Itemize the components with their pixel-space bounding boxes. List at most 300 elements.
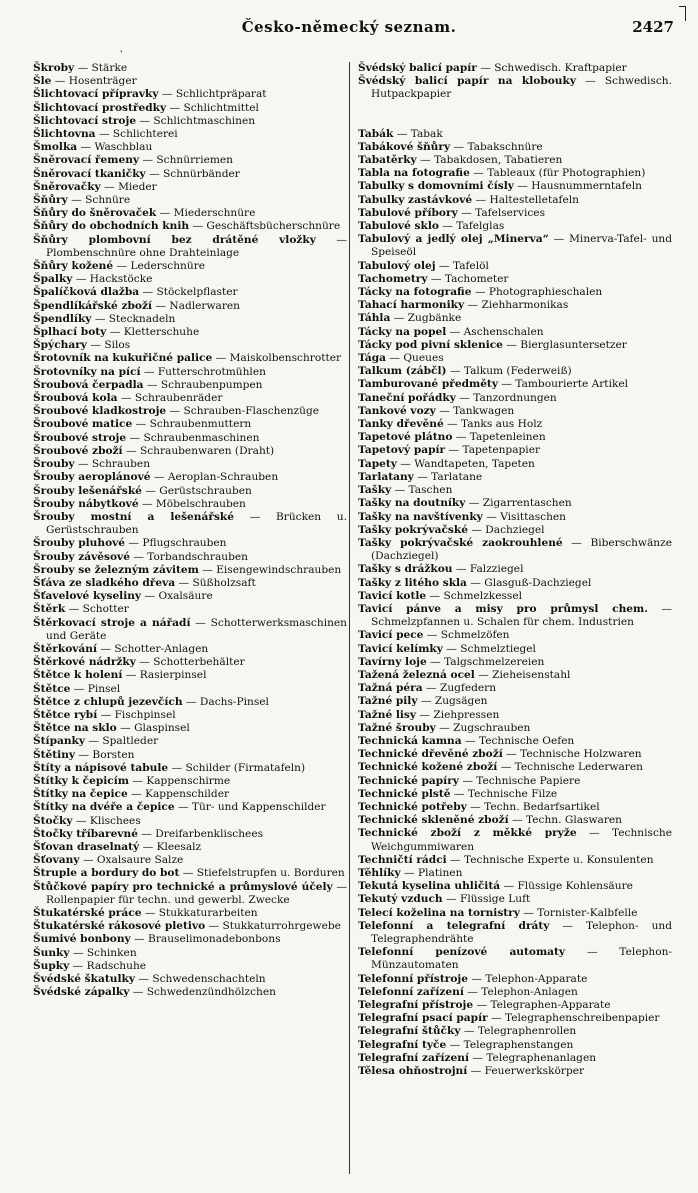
entry-german-term: Tankwagen: [453, 404, 515, 417]
entry-dash: —: [129, 550, 148, 563]
entry-german-term: Brücken u. Gerüstschrauben: [46, 510, 347, 537]
entry-german-term: Tornister-Kalbfelle: [537, 906, 638, 919]
corner-mark: [679, 6, 686, 21]
entry-dash: —: [446, 853, 465, 866]
entry-dash: —: [468, 1051, 487, 1064]
entry-czech-term: Tavicí kotle: [358, 589, 427, 602]
entry-german-term: Schrauben-Flaschenzüge: [183, 405, 319, 418]
entry-german-term: Schlichterei: [112, 128, 178, 141]
index-entry: [358, 405, 672, 418]
entry-czech-term: Škroby: [33, 62, 75, 74]
index-entry: [358, 695, 672, 708]
index-entry: [358, 180, 672, 193]
entry-german-term: Oxalsäure: [158, 590, 213, 603]
index-entry: [33, 551, 347, 564]
index-entry: [358, 128, 672, 141]
entry-czech-term: Tankové vozy: [358, 404, 436, 417]
index-entry: [358, 233, 672, 259]
index-entry: [358, 629, 672, 642]
entry-czech-term: Šrouby: [33, 458, 75, 471]
entry-czech-term: Štočky tříbarevné: [33, 827, 138, 840]
entry-dash: —: [139, 840, 157, 853]
entry-dash: —: [168, 761, 186, 774]
entry-czech-term: Švédské zápalky: [33, 986, 130, 999]
entry-dash: —: [95, 128, 113, 141]
entry-dash: —: [129, 986, 147, 999]
index-entry: [33, 603, 347, 616]
entry-german-term: Spaltleder: [102, 735, 159, 748]
entry-german-term: Maiskolbenschrotter: [229, 352, 342, 365]
index-entry: [33, 920, 347, 933]
entry-czech-term: Šrotovníky na pící: [33, 365, 141, 378]
entry-czech-term: Technické papíry: [358, 774, 459, 787]
entry-german-term: Tambourierte Artikel: [515, 378, 629, 391]
entry-german-term: Telegraphenanlagen: [486, 1051, 597, 1064]
entry-czech-term: Štěrkovací stroje a nářadí: [33, 616, 191, 629]
entry-dash: —: [502, 748, 521, 761]
entry-dash: —: [497, 761, 515, 774]
index-entry: [358, 194, 672, 207]
entry-czech-term: Šroubová čerpadla: [33, 378, 144, 391]
index-entry: [33, 986, 347, 999]
entry-czech-term: Šňůry do obchodních knih: [33, 220, 190, 233]
index-entry: [358, 946, 672, 972]
entry-german-term: Schrauben: [91, 458, 151, 471]
index-entry: [358, 299, 672, 312]
entry-dash: —: [413, 470, 432, 483]
index-entry: [33, 762, 347, 775]
entry-dash: —: [127, 788, 146, 801]
entry-german-term: Ziehpressen: [433, 708, 500, 721]
entry-czech-term: Šťovan draselnatý: [33, 840, 140, 853]
entry-german-term: Schwedisch. Kraftpapier: [494, 62, 627, 74]
entry-german-term: Tanzordnungen: [473, 391, 557, 404]
index-entry: [33, 405, 347, 418]
entry-german-term: Tabakdosen, Tabatieren: [434, 154, 563, 167]
entry-dash: —: [126, 431, 144, 444]
index-entry: [358, 220, 672, 233]
entry-dash: —: [422, 682, 440, 695]
index-entry: [358, 973, 672, 986]
index-entry: [33, 709, 347, 722]
entry-german-term: Haltestelletafeln: [489, 193, 579, 206]
entry-czech-term: Techničtí rádci: [358, 853, 447, 866]
entry-german-term: Techn. Bedarfsartikel: [484, 800, 600, 813]
index-entry: [33, 485, 347, 498]
entry-dash: —: [130, 933, 149, 946]
entry-german-term: Schotterwerksmaschinen und Geräte: [46, 616, 347, 642]
index-entry: [358, 286, 672, 299]
column-divider: [349, 62, 350, 1174]
index-entry: [358, 444, 672, 457]
entry-german-term: Bierglasuntersetzer: [520, 338, 627, 351]
entry-dash: —: [502, 338, 521, 351]
entry-german-term: Rollenpapier für techn. und gewerbl. Zwecke: [46, 893, 290, 906]
entry-dash: —: [139, 286, 157, 299]
entry-german-term: Schmelzöfen: [440, 629, 510, 642]
index-entry: [33, 181, 347, 194]
index-entry: [33, 564, 347, 577]
index-entry: [33, 960, 347, 973]
index-entry: [358, 854, 672, 867]
entry-german-term: Schwedenzündhölzchen: [146, 986, 276, 999]
entry-czech-term: Štukatérské rákosové pletivo: [33, 920, 206, 933]
entry-german-term: Süßholzsaft: [192, 576, 256, 589]
index-entry: [358, 603, 672, 629]
entry-czech-term: Tašky pokrývačské: [358, 523, 468, 536]
entry-czech-term: Telefonní přístroje: [358, 972, 469, 985]
entry-czech-term: Šrouby závěsové: [33, 550, 130, 563]
entry-dash: —: [205, 920, 223, 933]
entry-czech-term: Šrouby pluhové: [33, 537, 126, 550]
entry-german-term: Schotter-Anlagen: [114, 642, 209, 655]
index-entry: [33, 102, 347, 115]
entry-dash: —: [65, 603, 83, 616]
entry-german-term: Telegraphenrollen: [477, 1025, 577, 1038]
entry-czech-term: Špalky: [33, 273, 73, 286]
entry-german-term: Zugsägen: [434, 695, 488, 708]
entry-dash: —: [443, 418, 462, 431]
entry-czech-term: Švédský balicí papír: [358, 62, 477, 74]
index-entry: [358, 590, 672, 603]
entry-czech-term: Tažné pily: [358, 695, 418, 708]
entry-german-term: Biberschwänze (Dachziegel): [371, 536, 672, 563]
index-entry: [33, 220, 347, 233]
entry-czech-term: Štěrkové nádržky: [33, 656, 136, 669]
entry-german-term: Tarlatane: [431, 470, 483, 483]
entry-german-term: Tafelglas: [456, 220, 505, 233]
index-entry: [33, 881, 347, 907]
entry-czech-term: Tága: [358, 352, 387, 365]
entry-german-term: Nadlerwaren: [169, 299, 240, 312]
index-entry: [358, 75, 672, 101]
entry-dash: —: [390, 312, 408, 325]
entry-german-term: Hausnummerntafeln: [531, 180, 642, 193]
entry-german-term: Photographieschalen: [488, 286, 603, 299]
index-entry: [358, 722, 672, 735]
index-entry: [358, 563, 672, 576]
entry-german-term: Tafelservices: [475, 206, 546, 219]
entry-czech-term: Špalíčková dlažba: [33, 286, 140, 299]
entry-czech-term: Tavírny loje: [358, 655, 427, 668]
entry-german-term: Schraubenmaschinen: [143, 431, 260, 444]
entry-dash: —: [74, 458, 92, 471]
entry-czech-term: Šněrovací tkaničky: [33, 167, 146, 180]
entry-czech-term: Telefonní penízové automaty: [358, 946, 566, 959]
entry-german-term: Tür- und Kappenschilder: [191, 801, 326, 814]
index-entry: [358, 458, 672, 471]
entry-czech-term: Šlichtovací stroje: [33, 114, 137, 127]
entry-german-term: Schraubenwaren (Draht): [139, 444, 275, 457]
index-entry: [358, 577, 672, 590]
entry-dash: —: [446, 1038, 464, 1051]
entry-czech-term: Technické zboží z měkké pryže: [358, 827, 577, 840]
entry-dash: —: [74, 62, 92, 74]
entry-german-term: Plombenschnüre ohne Drahteinlage: [46, 246, 240, 259]
entry-czech-term: Šlichtovací prostředky: [33, 101, 167, 114]
index-entry: [33, 722, 347, 735]
entry-dash: —: [67, 194, 86, 207]
entry-czech-term: Tabatěrky: [358, 154, 417, 167]
entry-german-term: Fischpinsel: [114, 708, 176, 721]
entry-dash: —: [141, 907, 159, 919]
entry-german-term: Technische Filze: [467, 787, 558, 800]
entry-czech-term: Těhlíky: [358, 866, 401, 879]
entry-dash: —: [137, 827, 156, 840]
entry-german-term: Kappenschilder: [145, 788, 230, 801]
entry-dash: —: [189, 220, 207, 233]
entry-dash: —: [452, 563, 470, 576]
entry-czech-term: Tašky s drážkou: [358, 563, 453, 576]
index-entry: [33, 577, 347, 590]
entry-czech-term: Tabulky zastávkové: [358, 193, 473, 206]
entry-czech-term: Šrouby se železným závitem: [33, 563, 199, 576]
index-entry: [358, 154, 672, 167]
index-entry: [358, 524, 672, 537]
entry-german-term: Flüssige Kohlensäure: [517, 880, 633, 893]
entry-dash: —: [396, 457, 415, 470]
entry-german-term: Tableaux (für Photographien): [487, 167, 646, 180]
entry-dash: —: [122, 669, 140, 682]
index-entry: [358, 1052, 672, 1065]
index-entry: [358, 62, 672, 75]
index-entry: [358, 814, 672, 827]
entry-czech-term: Štípanky: [33, 735, 86, 748]
entry-czech-term: Technické kožené zboží: [358, 761, 498, 774]
index-entry: [33, 696, 347, 709]
entry-czech-term: Tekutá kyselina uhličitá: [358, 880, 501, 893]
entry-czech-term: Šňůry plombovní bez drátěné vložky: [33, 233, 316, 246]
index-entry: [358, 418, 672, 431]
entry-german-term: Schnürriemen: [156, 154, 233, 167]
index-entry: [33, 815, 347, 828]
entry-czech-term: Telefonní a telegrafní dráty: [358, 919, 550, 932]
entry-german-term: Dachziegel: [485, 523, 545, 536]
index-entry: [358, 339, 672, 352]
entry-czech-term: Špýchary: [33, 339, 87, 352]
entry-dash: —: [417, 695, 435, 708]
entry-dash: —: [77, 141, 95, 154]
entry-dash: —: [576, 827, 613, 840]
entry-dash: —: [549, 919, 587, 932]
entry-german-term: Schmelzkessel: [443, 589, 523, 602]
entry-czech-term: Štůčkové papíry pro technické a průmyslové účely: [33, 880, 333, 893]
entry-german-term: Brauselimonadebonbons: [148, 933, 281, 946]
entry-dash: —: [212, 352, 230, 365]
entry-czech-term: Taneční pořádky: [358, 391, 456, 404]
entry-dash: —: [113, 260, 131, 273]
entry-german-term: Queues: [403, 352, 444, 365]
entry-german-term: Schlichtmaschinen: [153, 114, 256, 127]
entry-dash: —: [166, 101, 184, 114]
entry-german-term: Schraubenpumpen: [160, 378, 263, 391]
entry-czech-term: Šňůry kožené: [33, 260, 114, 273]
entry-czech-term: Štěrkování: [33, 642, 98, 655]
entry-dash: —: [182, 695, 200, 708]
index-entry: [358, 273, 672, 286]
entry-dash: —: [452, 431, 470, 444]
entry-dash: —: [457, 206, 476, 219]
entry-german-term: Taschen: [408, 484, 453, 497]
entry-dash: —: [497, 378, 516, 391]
entry-dash: —: [463, 985, 482, 998]
entry-czech-term: Tavicí pánve a misy pro průmysl chem.: [358, 602, 648, 615]
entry-dash: —: [198, 563, 217, 576]
entry-czech-term: Telegrafní zařízení: [358, 1051, 469, 1064]
entry-german-term: Hosenträger: [68, 75, 137, 88]
entry-czech-term: Šťáva ze sladkého dřeva: [33, 576, 176, 589]
entry-dash: —: [474, 668, 493, 681]
entry-czech-term: Špendlíkářské zboží: [33, 299, 153, 312]
index-entry: [33, 973, 347, 986]
entry-german-term: Technische Lederwaren: [514, 761, 643, 774]
entry-german-term: Möbelschrauben: [155, 497, 246, 510]
entry-dash: —: [141, 590, 159, 603]
entry-german-term: Zugschrauben: [453, 721, 531, 734]
entry-czech-term: Šňůry: [33, 194, 68, 207]
index-entry: [33, 947, 347, 960]
entry-dash: —: [391, 484, 409, 497]
index-entry: [33, 168, 347, 181]
entry-dash: —: [438, 220, 457, 233]
index-entry: [358, 365, 672, 378]
entry-dash: —: [458, 774, 477, 787]
entry-czech-term: Technické dřevěné zboží: [358, 748, 503, 761]
index-entry: [358, 669, 672, 682]
entry-dash: —: [75, 748, 93, 761]
index-entry: [358, 312, 672, 325]
entry-czech-term: Tašky z litého skla: [358, 576, 467, 589]
entry-german-term: Schotter: [82, 603, 129, 616]
entry-german-term: Tafelöl: [452, 259, 489, 272]
entry-german-term: Ziehharmonikas: [481, 299, 569, 312]
page-header: [0, 0, 698, 50]
entry-german-term: Schotterbehälter: [153, 656, 245, 669]
entry-german-term: Telegraphenstangen: [463, 1038, 574, 1051]
entry-czech-term: Šťavelové kyseliny: [33, 590, 142, 603]
entry-dash: —: [332, 880, 347, 893]
entry-czech-term: Tělesa ohňostrojní: [358, 1065, 468, 1078]
entry-dash: —: [416, 708, 434, 721]
entry-dash: —: [461, 734, 479, 747]
entry-czech-term: Šlichtovací přípravky: [33, 88, 159, 101]
entry-czech-term: Šroubová kola: [33, 392, 118, 405]
index-entry: [33, 749, 347, 762]
entry-dash: —: [134, 973, 153, 986]
entry-czech-term: Tažné šrouby: [358, 721, 436, 734]
entry-czech-term: Štětce: [33, 682, 71, 695]
entry-czech-term: Tarlatany: [358, 470, 414, 483]
index-entry: [33, 366, 347, 379]
entry-dash: —: [548, 233, 570, 246]
index-entry: [358, 1065, 672, 1078]
index-entry: [33, 788, 347, 801]
entry-czech-term: Šlichtovna: [33, 128, 96, 141]
index-entry: [358, 880, 672, 893]
entry-czech-term: Šrouby nábytkové: [33, 497, 139, 510]
index-entry: [33, 432, 347, 445]
entry-dash: —: [435, 721, 454, 734]
entry-dash: —: [469, 167, 488, 180]
entry-czech-term: Technické plstě: [358, 787, 451, 800]
index-entry: [358, 511, 672, 524]
entry-czech-term: Telefonní zařízení: [358, 985, 464, 998]
index-entry: [358, 1039, 672, 1052]
entry-german-term: Glaspinsel: [134, 722, 190, 735]
entry-dash: —: [460, 1025, 478, 1038]
index-entry: [358, 709, 672, 722]
index-entry: [33, 933, 347, 946]
entry-german-term: Geschäftsbücherschnüre: [206, 220, 341, 233]
entry-german-term: Kappenschirme: [146, 774, 231, 787]
entry-german-term: Zigarrentaschen: [482, 497, 572, 510]
entry-dash: —: [467, 1065, 485, 1078]
entry-czech-term: Štukatérské práce: [33, 907, 142, 919]
entry-dash: —: [423, 629, 441, 642]
entry-german-term: Kletterschuhe: [123, 326, 200, 339]
entry-german-term: Telephon-Apparate: [485, 972, 588, 985]
entry-czech-term: Šunky: [33, 946, 70, 959]
index-entry: [33, 801, 347, 814]
index-entry: [33, 128, 347, 141]
entry-dash: —: [400, 866, 418, 879]
entry-german-term: Falzziegel: [469, 563, 524, 576]
index-entry: [358, 986, 672, 999]
entry-german-term: Platinen: [418, 866, 463, 879]
index-entry: [358, 378, 672, 391]
entry-german-term: Waschblau: [94, 141, 153, 154]
entry-german-term: Eisengewindschrauben: [216, 563, 342, 576]
index-entry: [33, 339, 347, 352]
entry-czech-term: Telecí koželina na tornistry: [358, 906, 520, 919]
entry-dash: —: [466, 576, 485, 589]
index-entry: [33, 313, 347, 326]
entry-czech-term: Telegrafní tyče: [358, 1038, 447, 1051]
entry-dash: —: [435, 404, 454, 417]
entry-dash: —: [97, 708, 115, 721]
entry-czech-term: Tamburované předměty: [358, 378, 498, 391]
entry-czech-term: Šupky: [33, 959, 70, 972]
index-entry: [358, 656, 672, 669]
entry-german-term: Tabakschnüre: [467, 140, 543, 153]
entry-german-term: Talgschmelzereien: [444, 655, 545, 668]
entry-dash: —: [117, 392, 135, 405]
index-entry: [33, 62, 347, 75]
entry-dash: —: [138, 497, 156, 510]
entry-german-term: Borsten: [92, 748, 135, 761]
entry-czech-term: Štítky na čepice: [33, 788, 128, 801]
entry-dash: —: [426, 589, 444, 602]
index-entry: [358, 471, 672, 484]
entry-czech-term: Telegrafní přístroje: [358, 999, 474, 1012]
index-entry: [358, 735, 672, 748]
entry-czech-term: Telegrafní psací papír: [358, 1012, 488, 1025]
entry-czech-term: Tažná péra: [358, 682, 423, 695]
entry-czech-term: Štětce z chlupů jezevčích: [33, 695, 183, 708]
index-entry: [358, 207, 672, 220]
index-entry: [358, 867, 672, 880]
index-entry: [33, 471, 347, 484]
index-entry: [33, 207, 347, 220]
entry-german-term: Radschuhe: [86, 959, 147, 972]
index-entry: [358, 775, 672, 788]
index-entry: [33, 273, 347, 286]
page-number: 2427: [632, 18, 674, 36]
entry-czech-term: Tabákové šňůry: [358, 140, 451, 153]
entry-dash: —: [464, 299, 482, 312]
index-entry: [358, 392, 672, 405]
entry-czech-term: Tahací harmoniky: [358, 299, 465, 312]
